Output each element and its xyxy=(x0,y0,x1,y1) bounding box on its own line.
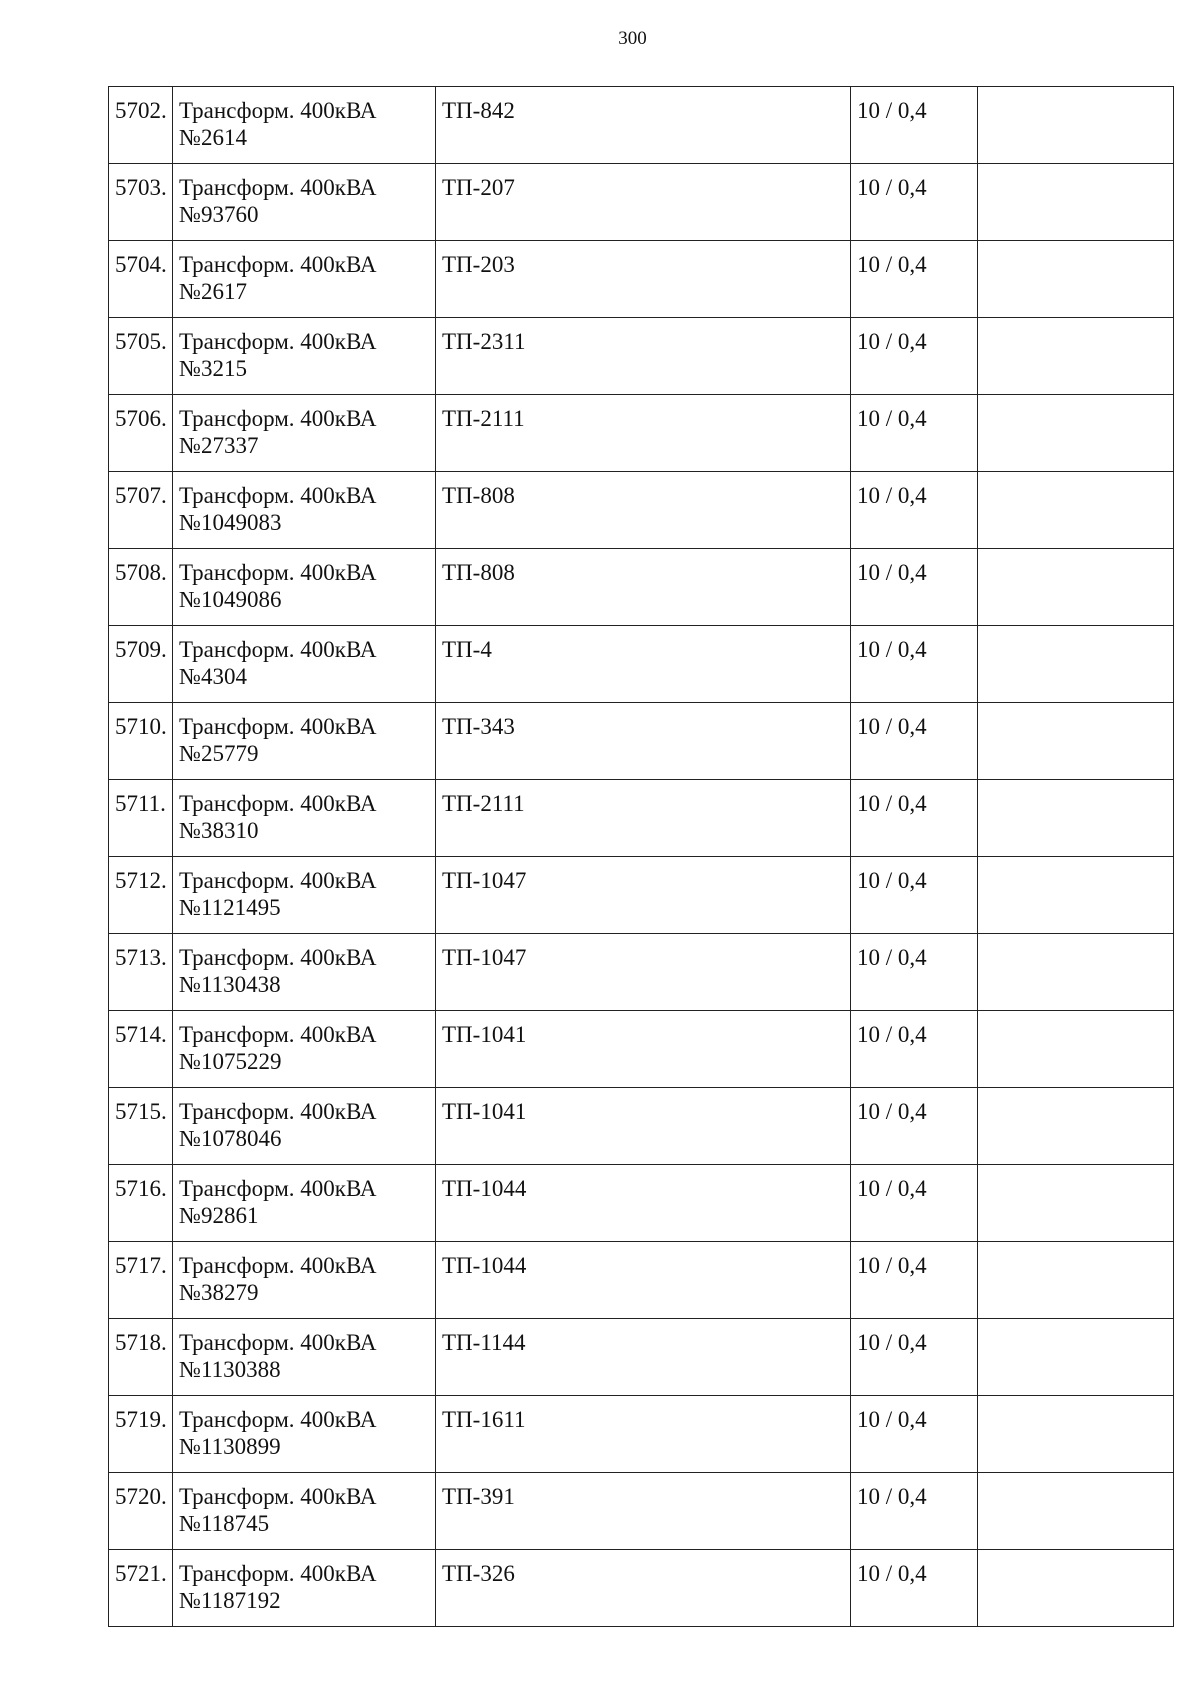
equipment-name: Трансформ. 400кВА xyxy=(179,791,377,816)
voltage-value: 10 / 0,4 xyxy=(857,329,927,354)
row-number-cell xyxy=(109,472,173,549)
equipment-serial: №1130438 xyxy=(179,972,281,997)
equipment-cell xyxy=(173,549,436,626)
row-number-cell xyxy=(109,549,173,626)
row-number-cell xyxy=(109,1242,173,1319)
row-number: 5712. xyxy=(115,868,167,893)
equipment-serial: №93760 xyxy=(179,202,259,227)
transformer-table xyxy=(108,86,1174,1627)
equipment-cell xyxy=(173,164,436,241)
equipment-cell xyxy=(173,1473,436,1550)
equipment-name: Трансформ. 400кВА xyxy=(179,714,377,739)
row-number: 5705. xyxy=(115,329,167,354)
substation-location: ТП-1044 xyxy=(442,1253,527,1278)
note-cell xyxy=(978,857,1174,934)
substation-location: ТП-1041 xyxy=(442,1022,527,1047)
equipment-name: Трансформ. 400кВА xyxy=(179,637,377,662)
table-row xyxy=(109,1242,1174,1319)
note-cell xyxy=(978,1088,1174,1165)
substation-location: ТП-391 xyxy=(442,1484,515,1509)
location-cell xyxy=(436,1165,851,1242)
table-row xyxy=(109,1396,1174,1473)
voltage-value: 10 / 0,4 xyxy=(857,252,927,277)
voltage-value: 10 / 0,4 xyxy=(857,1176,927,1201)
row-number-cell xyxy=(109,241,173,318)
row-number-cell xyxy=(109,87,173,164)
note-cell xyxy=(978,1011,1174,1088)
table-row xyxy=(109,549,1174,626)
location-cell xyxy=(436,626,851,703)
substation-location: ТП-343 xyxy=(442,714,515,739)
equipment-serial: №2617 xyxy=(179,279,247,304)
voltage-value: 10 / 0,4 xyxy=(857,1407,927,1432)
equipment-cell xyxy=(173,1088,436,1165)
voltage-cell xyxy=(851,1473,978,1550)
equipment-name: Трансформ. 400кВА xyxy=(179,1407,377,1432)
table-body xyxy=(109,87,1174,1627)
table-row xyxy=(109,703,1174,780)
substation-location: ТП-1044 xyxy=(442,1176,527,1201)
voltage-value: 10 / 0,4 xyxy=(857,98,927,123)
location-cell xyxy=(436,87,851,164)
row-number-cell xyxy=(109,1550,173,1627)
note-cell xyxy=(978,703,1174,780)
row-number: 5709. xyxy=(115,637,167,662)
equipment-serial: №1078046 xyxy=(179,1126,282,1151)
table-row xyxy=(109,1550,1174,1627)
equipment-serial: №1130388 xyxy=(179,1357,281,1382)
note-cell xyxy=(978,1550,1174,1627)
voltage-cell xyxy=(851,780,978,857)
table-row xyxy=(109,472,1174,549)
location-cell xyxy=(436,1011,851,1088)
row-number: 5715. xyxy=(115,1099,167,1124)
voltage-value: 10 / 0,4 xyxy=(857,714,927,739)
equipment-serial: №118745 xyxy=(179,1511,270,1536)
equipment-name: Трансформ. 400кВА xyxy=(179,175,377,200)
note-cell xyxy=(978,934,1174,1011)
voltage-value: 10 / 0,4 xyxy=(857,1484,927,1509)
equipment-name: Трансформ. 400кВА xyxy=(179,560,377,585)
row-number: 5707. xyxy=(115,483,167,508)
location-cell xyxy=(436,1242,851,1319)
equipment-name: Трансформ. 400кВА xyxy=(179,483,377,508)
substation-location: ТП-2111 xyxy=(442,406,525,431)
equipment-name: Трансформ. 400кВА xyxy=(179,1484,377,1509)
substation-location: ТП-842 xyxy=(442,98,515,123)
equipment-cell xyxy=(173,1011,436,1088)
equipment-cell xyxy=(173,857,436,934)
table-row xyxy=(109,87,1174,164)
row-number: 5714. xyxy=(115,1022,167,1047)
note-cell xyxy=(978,1165,1174,1242)
equipment-serial: №27337 xyxy=(179,433,259,458)
equipment-name: Трансформ. 400кВА xyxy=(179,1561,377,1586)
location-cell xyxy=(436,1550,851,1627)
equipment-serial: №38279 xyxy=(179,1280,259,1305)
table-row xyxy=(109,1473,1174,1550)
equipment-serial: №3215 xyxy=(179,356,247,381)
table-row xyxy=(109,857,1174,934)
location-cell xyxy=(436,395,851,472)
location-cell xyxy=(436,934,851,1011)
row-number: 5708. xyxy=(115,560,167,585)
voltage-value: 10 / 0,4 xyxy=(857,1022,927,1047)
substation-location: ТП-203 xyxy=(442,252,515,277)
location-cell xyxy=(436,780,851,857)
table-row xyxy=(109,164,1174,241)
row-number-cell xyxy=(109,626,173,703)
equipment-serial: №1075229 xyxy=(179,1049,282,1074)
voltage-cell xyxy=(851,164,978,241)
equipment-name: Трансформ. 400кВА xyxy=(179,1022,377,1047)
equipment-name: Трансформ. 400кВА xyxy=(179,1176,377,1201)
substation-location: ТП-2311 xyxy=(442,329,526,354)
equipment-serial: №1049083 xyxy=(179,510,282,535)
note-cell xyxy=(978,87,1174,164)
voltage-cell xyxy=(851,1165,978,1242)
location-cell xyxy=(436,164,851,241)
location-cell xyxy=(436,1396,851,1473)
note-cell xyxy=(978,549,1174,626)
voltage-cell xyxy=(851,318,978,395)
substation-location: ТП-1047 xyxy=(442,868,527,893)
row-number: 5720. xyxy=(115,1484,167,1509)
equipment-name: Трансформ. 400кВА xyxy=(179,868,377,893)
table-row xyxy=(109,1011,1174,1088)
row-number-cell xyxy=(109,1165,173,1242)
voltage-cell xyxy=(851,1011,978,1088)
table-row xyxy=(109,1319,1174,1396)
table-row xyxy=(109,1088,1174,1165)
row-number-cell xyxy=(109,703,173,780)
note-cell xyxy=(978,472,1174,549)
voltage-cell xyxy=(851,1396,978,1473)
location-cell xyxy=(436,857,851,934)
equipment-name: Трансформ. 400кВА xyxy=(179,252,377,277)
voltage-cell xyxy=(851,703,978,780)
equipment-cell xyxy=(173,703,436,780)
note-cell xyxy=(978,1319,1174,1396)
equipment-cell xyxy=(173,1319,436,1396)
substation-location: ТП-4 xyxy=(442,637,492,662)
row-number-cell xyxy=(109,1473,173,1550)
substation-location: ТП-808 xyxy=(442,483,515,508)
row-number-cell xyxy=(109,1319,173,1396)
equipment-serial: №1130899 xyxy=(179,1434,281,1459)
row-number-cell xyxy=(109,395,173,472)
equipment-name: Трансформ. 400кВА xyxy=(179,945,377,970)
row-number: 5710. xyxy=(115,714,167,739)
note-cell xyxy=(978,1396,1174,1473)
substation-location: ТП-1041 xyxy=(442,1099,527,1124)
voltage-value: 10 / 0,4 xyxy=(857,1330,927,1355)
equipment-serial: №1187192 xyxy=(179,1588,281,1613)
voltage-cell xyxy=(851,1550,978,1627)
voltage-cell xyxy=(851,472,978,549)
row-number-cell xyxy=(109,318,173,395)
page-number: 300 xyxy=(618,28,647,49)
row-number: 5704. xyxy=(115,252,167,277)
row-number-cell xyxy=(109,1011,173,1088)
voltage-cell xyxy=(851,549,978,626)
location-cell xyxy=(436,318,851,395)
equipment-cell xyxy=(173,472,436,549)
voltage-value: 10 / 0,4 xyxy=(857,406,927,431)
equipment-name: Трансформ. 400кВА xyxy=(179,1253,377,1278)
row-number: 5719. xyxy=(115,1407,167,1432)
voltage-cell xyxy=(851,626,978,703)
equipment-serial: №92861 xyxy=(179,1203,259,1228)
row-number-cell xyxy=(109,857,173,934)
row-number: 5706. xyxy=(115,406,167,431)
row-number: 5718. xyxy=(115,1330,167,1355)
equipment-cell xyxy=(173,934,436,1011)
equipment-serial: №4304 xyxy=(179,664,247,689)
location-cell xyxy=(436,472,851,549)
table-row xyxy=(109,934,1174,1011)
row-number: 5716. xyxy=(115,1176,167,1201)
note-cell xyxy=(978,241,1174,318)
substation-location: ТП-808 xyxy=(442,560,515,585)
row-number-cell xyxy=(109,934,173,1011)
table-row xyxy=(109,395,1174,472)
table-row xyxy=(109,626,1174,703)
location-cell xyxy=(436,1319,851,1396)
location-cell xyxy=(436,241,851,318)
equipment-serial: №1049086 xyxy=(179,587,282,612)
location-cell xyxy=(436,549,851,626)
equipment-name: Трансформ. 400кВА xyxy=(179,406,377,431)
note-cell xyxy=(978,318,1174,395)
equipment-name: Трансформ. 400кВА xyxy=(179,329,377,354)
equipment-serial: №1121495 xyxy=(179,895,281,920)
table-row xyxy=(109,241,1174,318)
location-cell xyxy=(436,1473,851,1550)
equipment-cell xyxy=(173,1242,436,1319)
equipment-serial: №25779 xyxy=(179,741,259,766)
equipment-name: Трансформ. 400кВА xyxy=(179,1099,377,1124)
equipment-serial: №2614 xyxy=(179,125,247,150)
voltage-value: 10 / 0,4 xyxy=(857,1561,927,1586)
equipment-cell xyxy=(173,241,436,318)
location-cell xyxy=(436,703,851,780)
equipment-cell xyxy=(173,1396,436,1473)
row-number: 5703. xyxy=(115,175,167,200)
row-number: 5711. xyxy=(115,791,166,816)
equipment-cell xyxy=(173,1550,436,1627)
equipment-cell xyxy=(173,626,436,703)
table-row xyxy=(109,1165,1174,1242)
voltage-value: 10 / 0,4 xyxy=(857,1253,927,1278)
location-cell xyxy=(436,1088,851,1165)
substation-location: ТП-1144 xyxy=(442,1330,526,1355)
voltage-value: 10 / 0,4 xyxy=(857,175,927,200)
substation-location: ТП-207 xyxy=(442,175,515,200)
substation-location: ТП-2111 xyxy=(442,791,525,816)
voltage-value: 10 / 0,4 xyxy=(857,868,927,893)
table-row xyxy=(109,318,1174,395)
row-number: 5717. xyxy=(115,1253,167,1278)
voltage-cell xyxy=(851,87,978,164)
row-number-cell xyxy=(109,1088,173,1165)
substation-location: ТП-1047 xyxy=(442,945,527,970)
row-number: 5713. xyxy=(115,945,167,970)
voltage-cell xyxy=(851,1319,978,1396)
note-cell xyxy=(978,164,1174,241)
voltage-value: 10 / 0,4 xyxy=(857,560,927,585)
row-number: 5721. xyxy=(115,1561,167,1586)
row-number-cell xyxy=(109,164,173,241)
equipment-name: Трансформ. 400кВА xyxy=(179,98,377,123)
voltage-value: 10 / 0,4 xyxy=(857,483,927,508)
equipment-cell xyxy=(173,87,436,164)
voltage-cell xyxy=(851,1242,978,1319)
row-number-cell xyxy=(109,1396,173,1473)
voltage-value: 10 / 0,4 xyxy=(857,1099,927,1124)
equipment-serial: №38310 xyxy=(179,818,259,843)
voltage-cell xyxy=(851,1088,978,1165)
note-cell xyxy=(978,626,1174,703)
voltage-cell xyxy=(851,857,978,934)
voltage-value: 10 / 0,4 xyxy=(857,637,927,662)
voltage-value: 10 / 0,4 xyxy=(857,945,927,970)
row-number: 5702. xyxy=(115,98,167,123)
equipment-cell xyxy=(173,780,436,857)
table-row xyxy=(109,780,1174,857)
note-cell xyxy=(978,395,1174,472)
equipment-cell xyxy=(173,1165,436,1242)
equipment-cell xyxy=(173,395,436,472)
voltage-value: 10 / 0,4 xyxy=(857,791,927,816)
equipment-cell xyxy=(173,318,436,395)
note-cell xyxy=(978,780,1174,857)
substation-location: ТП-1611 xyxy=(442,1407,526,1432)
voltage-cell xyxy=(851,241,978,318)
note-cell xyxy=(978,1242,1174,1319)
equipment-name: Трансформ. 400кВА xyxy=(179,1330,377,1355)
voltage-cell xyxy=(851,395,978,472)
substation-location: ТП-326 xyxy=(442,1561,515,1586)
note-cell xyxy=(978,1473,1174,1550)
row-number-cell xyxy=(109,780,173,857)
voltage-cell xyxy=(851,934,978,1011)
